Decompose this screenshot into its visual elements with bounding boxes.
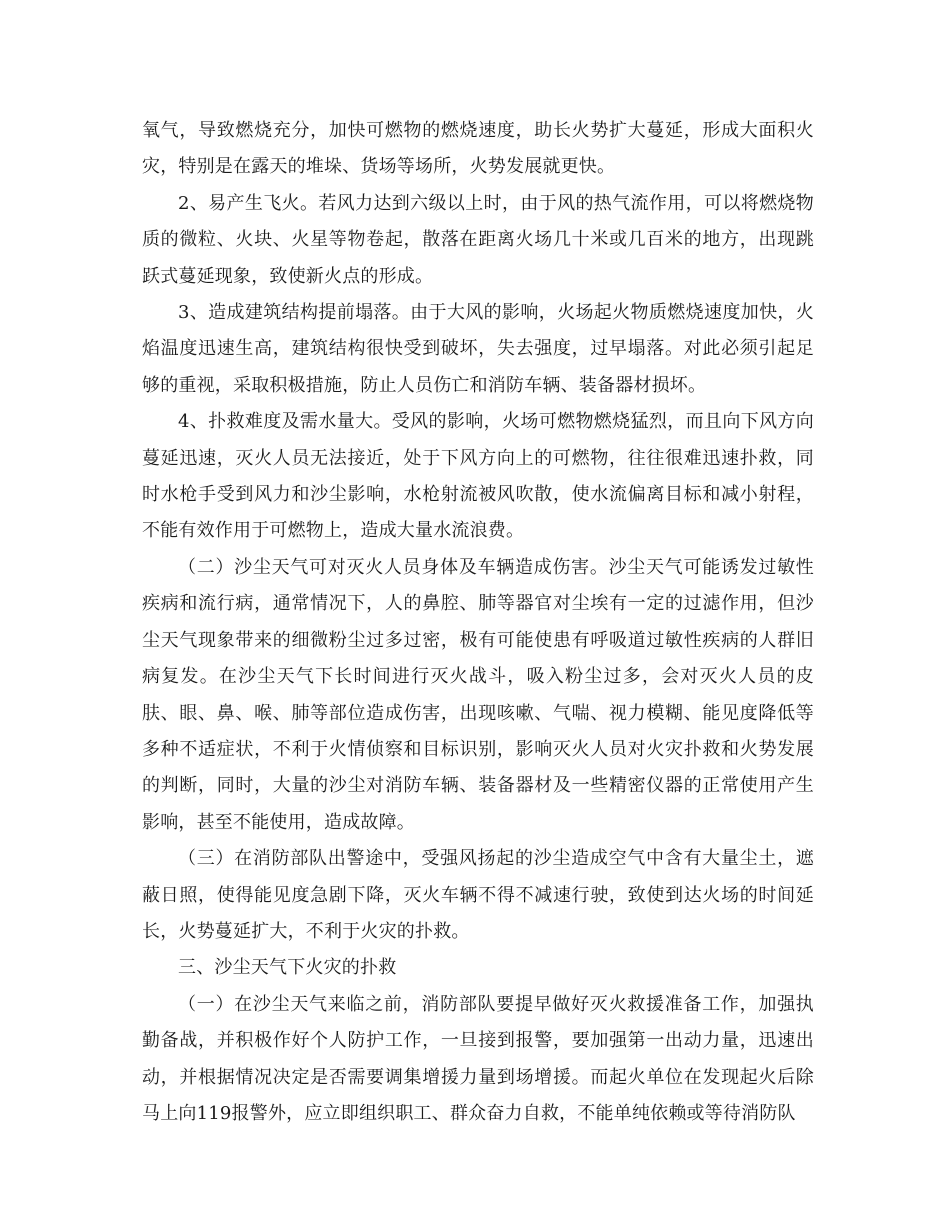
paragraph-section-3: （三）在消防部队出警途中，受强风扬起的沙尘造成空气中含有大量尘土，遮蔽日照，使得能见度急剧下降，灭火车辆不得不减速行驶，致使到达火场的时间延长，火势蔓延扩大，不利于火灾的扑救。 bbox=[142, 848, 814, 942]
paragraph-section-1: （一）在沙尘天气来临之前，消防部队要提早做好灭火救援准备工作，加强执勤备战，并积极作好个人防护工作，一旦接到报警，要加强第一出动力量，迅速出动，并根据情况决定是否需要调集增援力量到场增援。而起火单位在发现起火后除马上向119报警外，应立即组织职工、群众奋力自救，不能单纯依赖或等待消防队 bbox=[142, 993, 814, 1124]
paragraph-item-3: 3、造成建筑结构提前塌落。由于大风的影响，火场起火物质燃烧速度加快，火焰温度迅速生高，建筑结构很快受到破坏，失去强度，过早塌落。对此必须引起足够的重视，采取积极措施，防止人员伤亡和消防车辆、装备器材损坏。 bbox=[142, 302, 814, 396]
paragraph-item-4: 4、扑救难度及需水量大。受风的影响，火场可燃物燃烧猛烈，而且向下风方向蔓延迅速，灭火人员无法接近，处于下风方向上的可燃物，往往很难迅速扑救，同时水枪手受到风力和沙尘影响，水枪射流被风吹散，使水流偏离目标和减小射程，不能有效作用于可燃物上，造成大量水流浪费。 bbox=[142, 411, 814, 542]
paragraph-continuation: 氧气，导致燃烧充分，加快可燃物的燃烧速度，助长火势扩大蔓延，形成大面积火灾，特别是在露天的堆垛、货场等场所，火势发展就更快。 bbox=[142, 120, 814, 178]
paragraph-item-2: 2、易产生飞火。若风力达到六级以上时，由于风的热气流作用，可以将燃烧物质的微粒、火块、火星等物卷起，散落在距离火场几十米或几百米的地方，出现跳跃式蔓延现象，致使新火点的形成。 bbox=[142, 192, 814, 287]
paragraph-section-2: （二）沙尘天气可对灭火人员身体及车辆造成伤害。沙尘天气可能诱发过敏性疾病和流行病，通常情况下，人的鼻腔、肺等器官对尘埃有一定的过滤作用，但沙尘天气现象带来的细微粉尘过多过密，极有可能使患有呼吸道过敏性疾病的人群旧病复发。在沙尘天气下长时间进行灭火战斗，吸入粉尘过多，会对灭火人员的皮肤、眼、鼻、喉、肺等部位造成伤害，出现咳嗽、气喘、视力模糊、能见度降低等多种不适症状，不利于火情侦察和目标识别，影响灭火人员对火灾扑救和火势发展的判断，同时，大量的沙尘对消防车辆、装备器材及一些精密仪器的正常使用产生影响，甚至不能使用，造成故障。 bbox=[142, 556, 814, 833]
section-heading: 三、沙尘天气下火灾的扑救 bbox=[178, 957, 397, 979]
document-body bbox=[142, 113, 814, 1132]
